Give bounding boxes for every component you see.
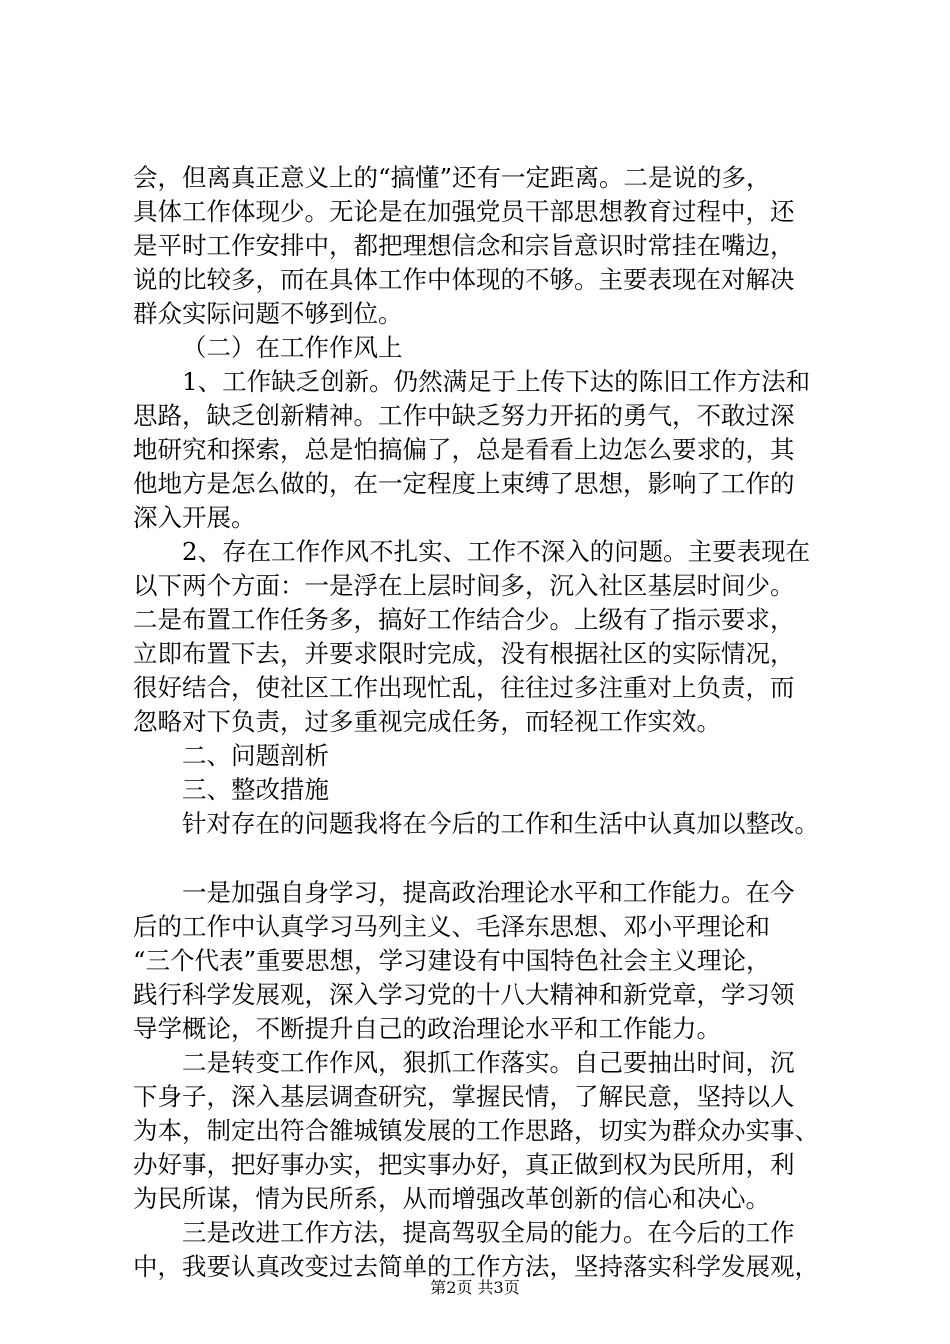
- section-heading: 三、整改措施: [182, 775, 329, 804]
- paragraph-start: 二是转变工作作风，狠抓工作落实。自己要抽出时间，沉: [182, 1048, 795, 1077]
- text-line: 会，但离真正意义上的“搞懂”还有一定距离。二是说的多，: [133, 163, 771, 192]
- document-body: [133, 161, 833, 1284]
- text-line: 办好事，把好事办实，把实事办好，真正做到权为民所用，利: [133, 1150, 795, 1179]
- text-line: 下身子，深入基层调查研究，掌握民情，了解民意，坚持以人: [133, 1082, 795, 1111]
- paragraph-start: 2、存在工作作风不扎实、工作不深入的问题。主要表现在: [182, 537, 811, 566]
- text-line: 很好结合，使社区工作出现忙乱，往往过多注重对上负责，而: [133, 673, 795, 702]
- text-line: 他地方是怎么做的，在一定程度上束缚了思想，影响了工作的: [133, 469, 795, 498]
- text-line: 导学概论，不断提升自己的政治理论水平和工作能力。: [133, 1014, 721, 1043]
- text-line: 深入开展。: [133, 503, 256, 532]
- text-line: 为民所谋，情为民所系，从而增强改革创新的信心和决心。: [133, 1184, 770, 1213]
- paragraph-start: 一是加强自身学习，提高政治理论水平和工作能力。在今: [182, 878, 795, 907]
- text-line: 思路，缺乏创新精神。工作中缺乏努力开拓的勇气，不敢过深: [133, 401, 795, 430]
- text-line: 群众实际问题不够到位。: [133, 299, 403, 328]
- paragraph-gap: [133, 841, 833, 876]
- paragraph-start: 1、工作缺乏创新。仍然满足于上传下达的陈旧工作方法和: [182, 367, 811, 396]
- text-line: 地研究和探索，总是怕搞偏了，总是看看上边怎么要求的，其: [133, 435, 795, 464]
- paragraph-start: 针对存在的问题我将在今后的工作和生活中认真加以整改。: [182, 809, 819, 838]
- text-line: 立即布置下去，并要求限时完成，没有根据社区的实际情况，: [133, 639, 795, 668]
- text-line: “三个代表”重要思想，学习建设有中国特色社会主义理论，: [133, 946, 771, 975]
- text-line: 为本，制定出符合雒城镇发展的工作思路，切实为群众办实事、: [133, 1116, 819, 1145]
- text-line: 具体工作体现少。无论是在加强党员干部思想教育过程中，还: [133, 197, 795, 226]
- text-line: 后的工作中认真学习马列主义、毛泽东思想、邓小平理论和: [133, 912, 770, 941]
- section-heading: 二、问题剖析: [182, 741, 329, 770]
- page-footer: 第2页 共3页: [430, 1278, 520, 1297]
- text-line: 是平时工作安排中，都把理想信念和宗旨意识时常挂在嘴边，: [133, 231, 795, 260]
- text-line: 说的比较多，而在具体工作中体现的不够。主要表现在对解决: [133, 265, 795, 294]
- paragraph-start: 三是改进工作方法，提高驾驭全局的能力。在今后的工作: [182, 1218, 795, 1247]
- text-line: 二是布置工作任务多，搞好工作结合少。上级有了指示要求，: [133, 605, 795, 634]
- text-line: 忽略对下负责，过多重视完成任务，而轻视工作实效。: [133, 707, 721, 736]
- section-heading: （二）在工作作风上: [182, 333, 403, 362]
- text-line: 以下两个方面：一是浮在上层时间多，沉入社区基层时间少。: [133, 571, 795, 600]
- text-line: 中，我要认真改变过去简单的工作方法，坚持落实科学发展观，: [133, 1252, 819, 1281]
- text-line: 践行科学发展观，深入学习党的十八大精神和新党章，学习领: [133, 980, 795, 1009]
